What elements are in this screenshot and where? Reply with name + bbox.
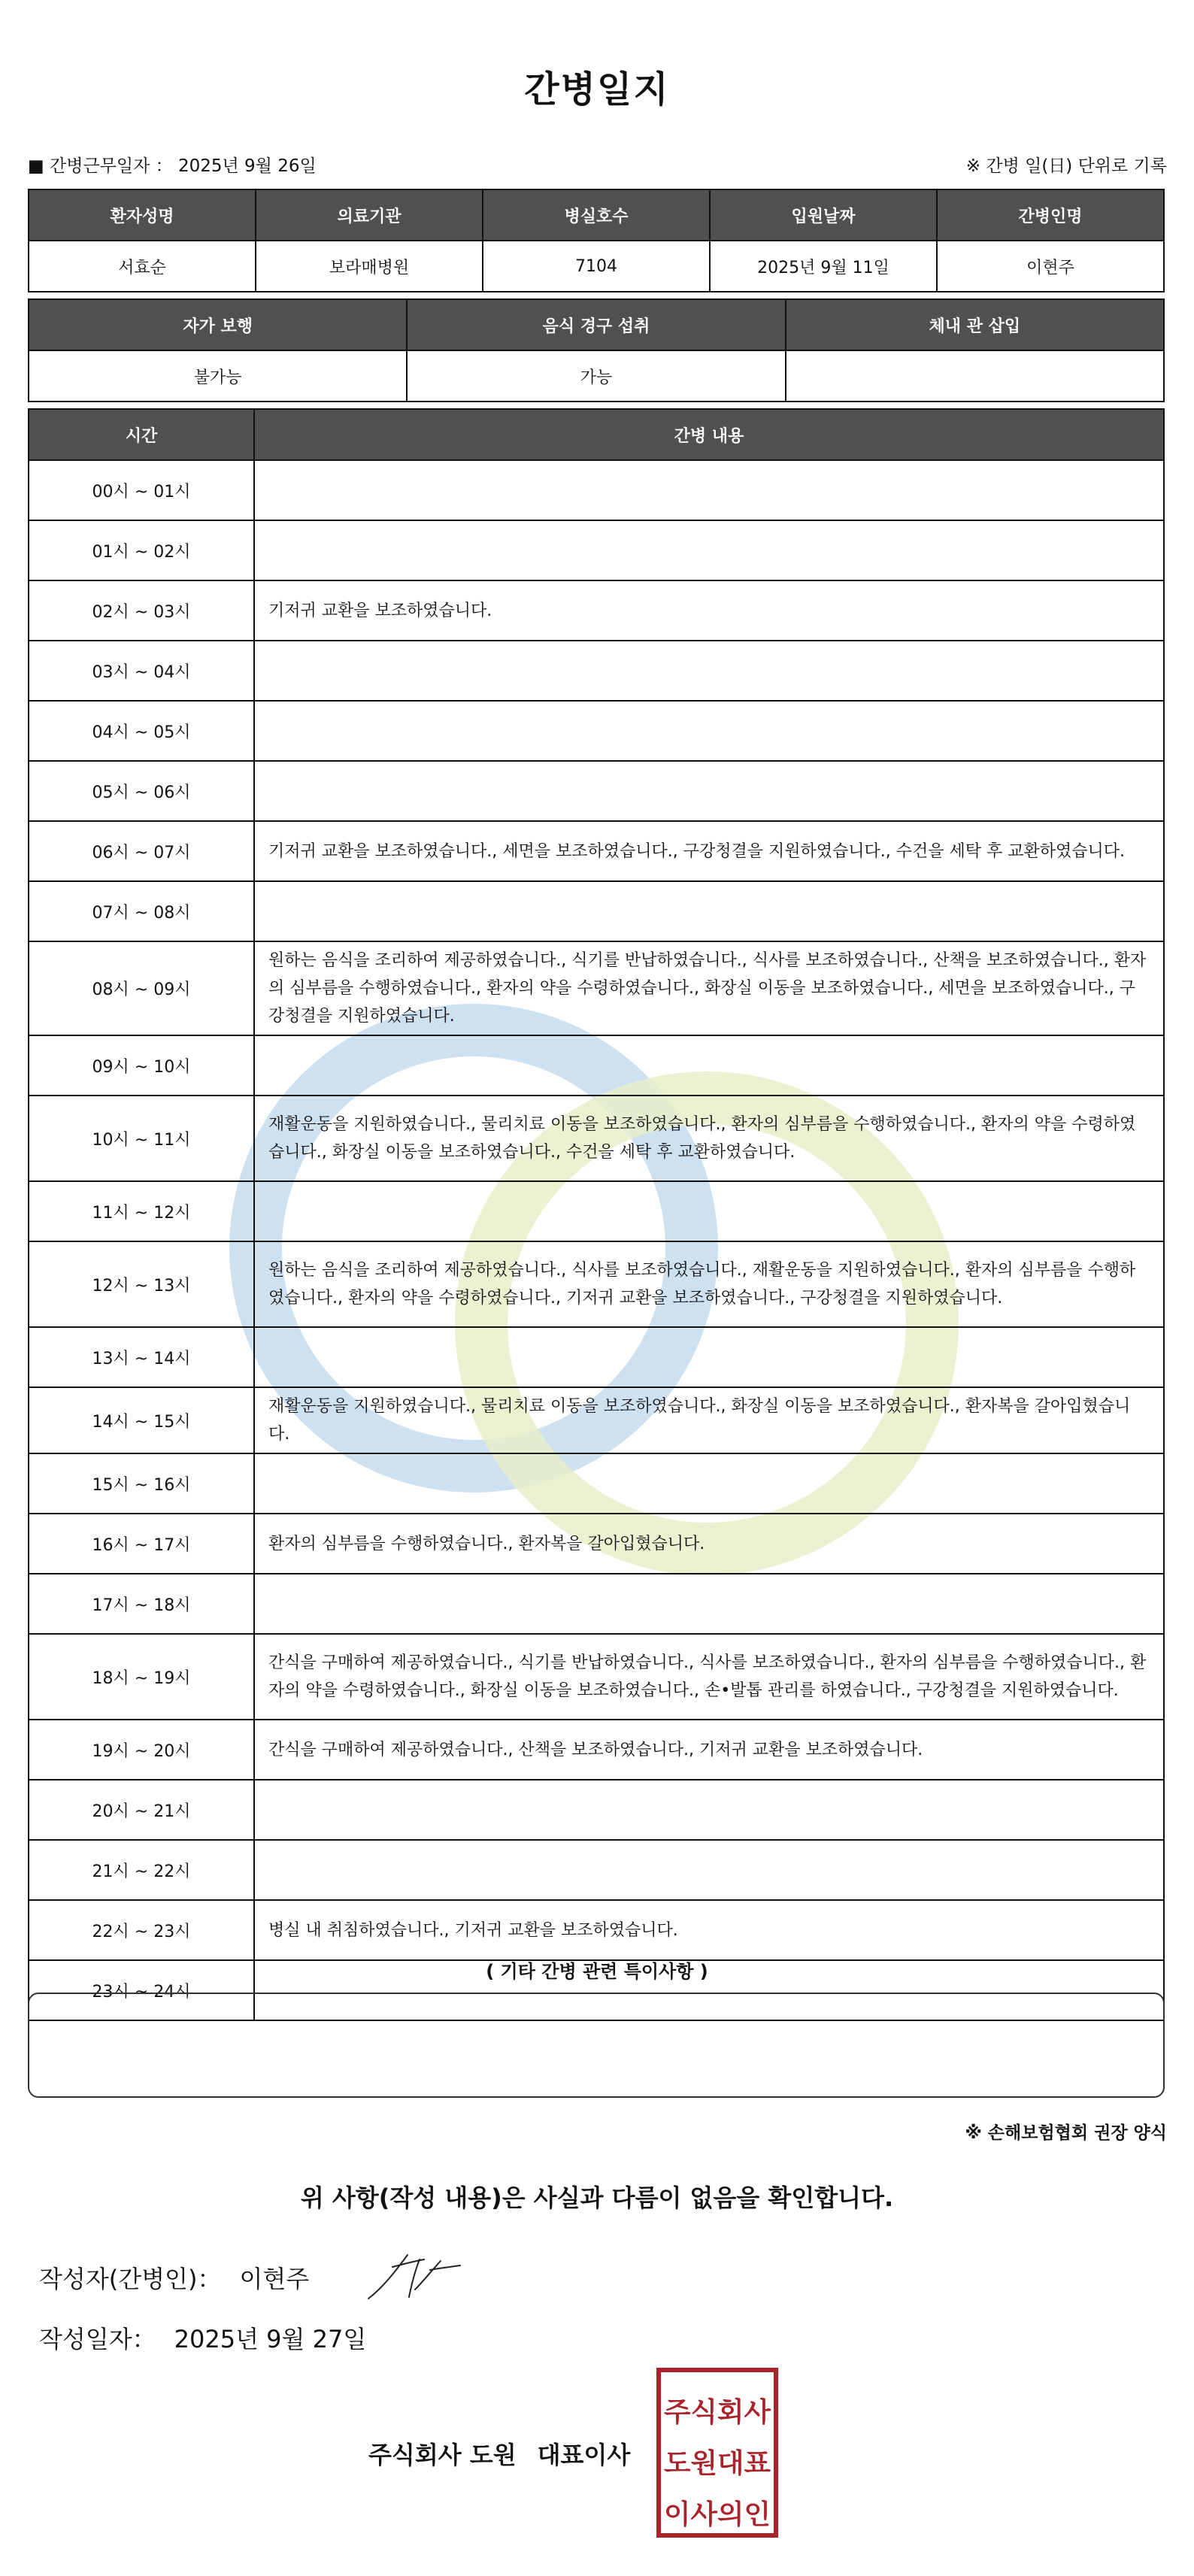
care-log-row bbox=[29, 520, 1164, 580]
care-log-row bbox=[29, 821, 1164, 881]
care-log-content: 간식을 구매하여 제공하였습니다., 식기를 반납하였습니다., 식사를 보조하였습니다., 환자의 심부름을 수행하였습니다., 환자의 약을 수령하였습니다., 화장실 이동을 보조하였습니다., 손•발톱 관리를 하였습니다., 구강청결을 지원하였습니다. bbox=[254, 1634, 1164, 1720]
unit-note: ※ 간병 일(日) 단위로 기록 bbox=[965, 156, 1167, 176]
caregiver-name: 이현주 bbox=[937, 241, 1164, 292]
written-date-line bbox=[39, 2320, 366, 2355]
care-log-time: 00시 ~ 01시 bbox=[29, 460, 254, 520]
room-number: 7104 bbox=[483, 241, 710, 292]
hospital-name: 보라매병원 bbox=[256, 241, 483, 292]
care-log-time: 22시 ~ 23시 bbox=[29, 1900, 254, 1960]
care-log-content bbox=[254, 460, 1164, 520]
header-care-content: 간병 내용 bbox=[254, 409, 1164, 460]
svg-text:이사의인: 이사의인 bbox=[664, 2499, 769, 2530]
care-log-content: 환자의 심부름을 수행하였습니다., 환자복을 갈아입혔습니다. bbox=[254, 1514, 1164, 1574]
company-name: 주식회사 도원 bbox=[368, 2441, 517, 2469]
care-log-time: 11시 ~ 12시 bbox=[29, 1181, 254, 1241]
patient-name: 서효순 bbox=[29, 241, 256, 292]
patient-status-value-row bbox=[29, 350, 1164, 402]
written-date-label: 작성일자： bbox=[39, 2325, 156, 2353]
writer-line bbox=[39, 2260, 309, 2295]
care-log-row bbox=[29, 580, 1164, 641]
care-log-time: 08시 ~ 09시 bbox=[29, 941, 254, 1035]
tube-insertion-value bbox=[786, 350, 1164, 402]
self-walking-value: 불가능 bbox=[29, 350, 407, 402]
care-log-content bbox=[254, 1840, 1164, 1900]
care-log-row bbox=[29, 881, 1164, 941]
care-log-row bbox=[29, 1900, 1164, 1960]
recommendation-note: ※ 손해보험협회 권장 양식 bbox=[965, 2123, 1167, 2143]
header-admission-date: 입원날짜 bbox=[710, 189, 937, 241]
care-log-row bbox=[29, 1241, 1164, 1327]
svg-text:도원대표: 도원대표 bbox=[664, 2448, 769, 2479]
care-log-content bbox=[254, 1035, 1164, 1096]
care-log-time: 15시 ~ 16시 bbox=[29, 1453, 254, 1514]
care-log-content bbox=[254, 520, 1164, 580]
care-log-time: 02시 ~ 03시 bbox=[29, 580, 254, 641]
patient-status-table bbox=[28, 299, 1165, 402]
care-log-time: 12시 ~ 13시 bbox=[29, 1241, 254, 1327]
care-log-row bbox=[29, 701, 1164, 761]
care-log-content bbox=[254, 641, 1164, 701]
header-hospital: 의료기관 bbox=[256, 189, 483, 241]
work-date-label: ■ 간병근무일자 ： 2025년 9월 26일 bbox=[28, 156, 317, 176]
care-log-time: 14시 ~ 15시 bbox=[29, 1387, 254, 1453]
care-log-row bbox=[29, 460, 1164, 520]
care-log-row bbox=[29, 1514, 1164, 1574]
company-line bbox=[368, 2436, 630, 2471]
care-log-time: 03시 ~ 04시 bbox=[29, 641, 254, 701]
care-log-header-row bbox=[29, 409, 1164, 460]
care-log-content bbox=[254, 881, 1164, 941]
care-log-content bbox=[254, 701, 1164, 761]
care-log-row bbox=[29, 1387, 1164, 1453]
svg-text:주식회사: 주식회사 bbox=[664, 2397, 769, 2428]
patient-info-table bbox=[28, 189, 1165, 292]
care-log-row bbox=[29, 941, 1164, 1035]
care-log-content: 재활운동을 지원하였습니다., 물리치료 이동을 보조하였습니다., 환자의 심부름을 수행하였습니다., 환자의 약을 수령하였습니다., 화장실 이동을 보조하였습니다., 수건을 세탁 후 교환하였습니다. bbox=[254, 1096, 1164, 1181]
care-log-time: 01시 ~ 02시 bbox=[29, 520, 254, 580]
header-patient-name: 환자성명 bbox=[29, 189, 256, 241]
written-date-value: 2025년 9월 27일 bbox=[174, 2325, 367, 2353]
care-log-row bbox=[29, 1181, 1164, 1241]
care-log-time: 21시 ~ 22시 bbox=[29, 1840, 254, 1900]
care-log-row bbox=[29, 1035, 1164, 1096]
care-log-row bbox=[29, 1096, 1164, 1181]
admission-date: 2025년 9월 11일 bbox=[710, 241, 937, 292]
care-log-row bbox=[29, 1634, 1164, 1720]
care-log-row bbox=[29, 1720, 1164, 1780]
care-log-time: 20시 ~ 21시 bbox=[29, 1780, 254, 1840]
care-log-content: 기저귀 교환을 보조하였습니다. bbox=[254, 580, 1164, 641]
care-log-content bbox=[254, 1181, 1164, 1241]
special-notes-box bbox=[28, 1993, 1165, 2098]
care-log-row bbox=[29, 1574, 1164, 1634]
care-log-time: 07시 ~ 08시 bbox=[29, 881, 254, 941]
care-log-content: 원하는 음식을 조리하여 제공하였습니다., 식사를 보조하였습니다., 재활운동을 지원하였습니다., 환자의 심부름을 수행하였습니다., 환자의 약을 수령하였습니다., 기저귀 교환을 보조하였습니다., 구강청결을 지원하였습니다. bbox=[254, 1241, 1164, 1327]
care-log-table bbox=[28, 408, 1165, 2021]
company-role: 대표이사 bbox=[537, 2441, 631, 2469]
care-log-content bbox=[254, 1453, 1164, 1514]
care-log-time: 06시 ~ 07시 bbox=[29, 821, 254, 881]
care-log-time: 19시 ~ 20시 bbox=[29, 1720, 254, 1780]
care-log-content bbox=[254, 1327, 1164, 1387]
care-log-content: 간식을 구매하여 제공하였습니다., 산책을 보조하였습니다., 기저귀 교환을 보조하였습니다. bbox=[254, 1720, 1164, 1780]
care-log-content: 재활운동을 지원하였습니다., 물리치료 이동을 보조하였습니다., 화장실 이동을 보조하였습니다., 환자복을 갈아입혔습니다. bbox=[254, 1387, 1164, 1453]
care-log-row bbox=[29, 761, 1164, 821]
care-log-time: 17시 ~ 18시 bbox=[29, 1574, 254, 1634]
header-room-number: 병실호수 bbox=[483, 189, 710, 241]
care-log-content bbox=[254, 1574, 1164, 1634]
care-log-content: 원하는 음식을 조리하여 제공하였습니다., 식기를 반납하였습니다., 식사를 보조하였습니다., 산책을 보조하였습니다., 환자의 심부름을 수행하였습니다., 환자의 약을 수령하였습니다., 화장실 이동을 보조하였습니다., 세면을 보조하였습니다., 구강청결을 지원하였습니다. bbox=[254, 941, 1164, 1035]
care-log-time: 18시 ~ 19시 bbox=[29, 1634, 254, 1720]
header-caregiver-name: 간병인명 bbox=[937, 189, 1164, 241]
care-log-time: 10시 ~ 11시 bbox=[29, 1096, 254, 1181]
document-title: 간병일지 bbox=[524, 68, 670, 111]
oral-intake-value: 가능 bbox=[407, 350, 785, 402]
care-log-content: 기저귀 교환을 보조하였습니다., 세면을 보조하였습니다., 구강청결을 지원하였습니다., 수건을 세탁 후 교환하였습니다. bbox=[254, 821, 1164, 881]
special-notes-title: ( 기타 간병 관련 특이사항 ) bbox=[486, 1961, 708, 1982]
care-log-row bbox=[29, 1453, 1164, 1514]
writer-name: 이현주 bbox=[239, 2265, 310, 2293]
company-seal-stamp bbox=[656, 2367, 779, 2538]
patient-status-header-row bbox=[29, 299, 1164, 350]
care-log-row bbox=[29, 1780, 1164, 1840]
writer-label: 작성자(간병인)： bbox=[39, 2265, 222, 2293]
care-log-time: 04시 ~ 05시 bbox=[29, 701, 254, 761]
care-log-row bbox=[29, 1327, 1164, 1387]
header-tube-insertion: 체내 관 삽입 bbox=[786, 299, 1164, 350]
care-log-row bbox=[29, 1840, 1164, 1900]
care-log-content: 병실 내 취침하였습니다., 기저귀 교환을 보조하였습니다. bbox=[254, 1900, 1164, 1960]
care-log-row bbox=[29, 641, 1164, 701]
care-log-time: 16시 ~ 17시 bbox=[29, 1514, 254, 1574]
patient-info-value-row bbox=[29, 241, 1164, 292]
confirmation-statement: 위 사항(작성 내용)은 사실과 다름이 없음을 확인합니다. bbox=[300, 2184, 894, 2212]
patient-info-header-row bbox=[29, 189, 1164, 241]
care-log-body bbox=[29, 460, 1164, 2020]
header-oral-intake: 음식 경구 섭취 bbox=[407, 299, 785, 350]
care-log-content bbox=[254, 761, 1164, 821]
care-log-time: 13시 ~ 14시 bbox=[29, 1327, 254, 1387]
care-log-time: 09시 ~ 10시 bbox=[29, 1035, 254, 1096]
care-log-time: 05시 ~ 06시 bbox=[29, 761, 254, 821]
care-log-time: 23시 ~ 24시 bbox=[29, 1960, 254, 2020]
header-time: 시간 bbox=[29, 409, 254, 460]
handwritten-signature bbox=[362, 2244, 468, 2312]
care-log-content bbox=[254, 1780, 1164, 1840]
header-self-walking: 자가 보행 bbox=[29, 299, 407, 350]
